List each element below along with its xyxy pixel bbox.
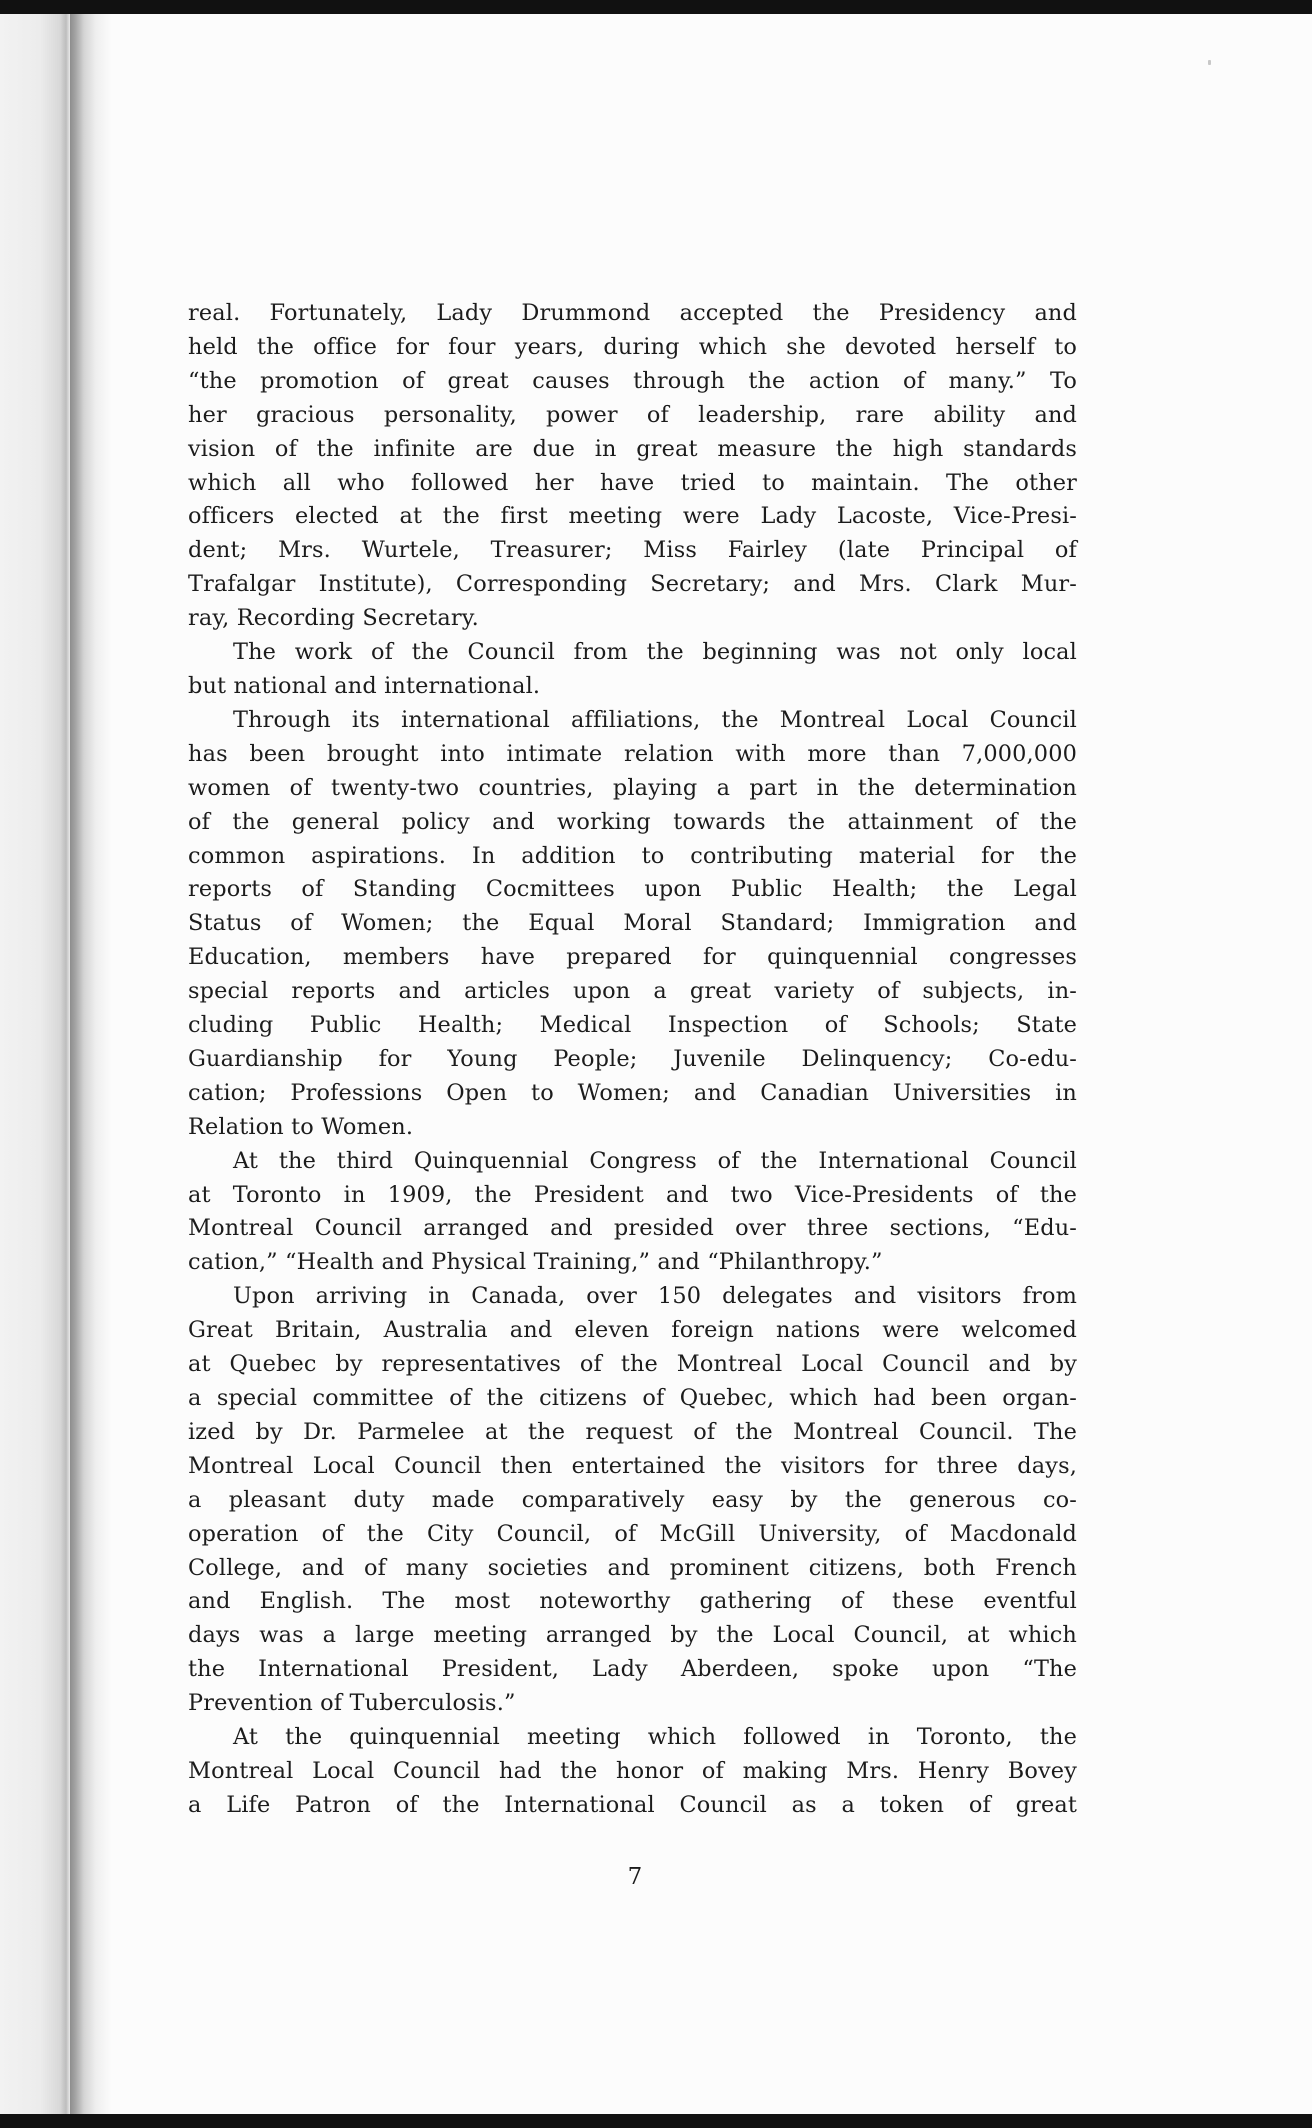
text-line: College, and of many societies and prominent citizens, both French: [188, 1554, 1077, 1581]
scan-frame-bottom: [0, 2114, 1312, 2128]
scan-frame-top: [0, 0, 1312, 14]
text-line: Relation to Women.: [188, 1113, 414, 1140]
text-line: Great Britain, Australia and eleven foreign nations were welcomed: [188, 1317, 1077, 1344]
text-line: cluding Public Health; Medical Inspection of Schools; State: [188, 1012, 1077, 1039]
text-line: women of twenty-two countries, playing a part in the determination: [188, 774, 1077, 801]
text-line: officers elected at the first meeting were Lady Lacoste, Vice-Presi-: [188, 503, 1077, 530]
text-line: At the quinquennial meeting which followed in Toronto, the: [233, 1724, 1077, 1751]
text-line: Status of Women; the Equal Moral Standard; Immigration and: [188, 910, 1077, 937]
text-line: a Life Patron of the International Council as a token of great: [188, 1791, 1077, 1818]
text-line: special reports and articles upon a great variety of subjects, in-: [188, 978, 1077, 1005]
binding-shadow: [70, 14, 112, 2114]
text-line: a pleasant duty made comparatively easy by the generous co-: [188, 1486, 1077, 1513]
text-line: held the office for four years, during which she devoted herself to: [188, 333, 1077, 360]
dust-speck: [1208, 60, 1211, 65]
text-line: cation; Professions Open to Women; and Canadian Universities in: [188, 1079, 1077, 1106]
text-line: Montreal Local Council then entertained the visitors for three days,: [188, 1452, 1077, 1479]
text-line: the International President, Lady Aberdeen, spoke upon “The: [188, 1656, 1077, 1683]
text-line: operation of the City Council, of McGill University, of Macdonald: [188, 1520, 1077, 1547]
text-line: Through its international affiliations, the Montreal Local Council: [233, 706, 1077, 733]
text-line: “the promotion of great causes through the action of many.” To: [188, 367, 1077, 394]
text-line: reports of Standing Cocmittees upon Public Health; the Legal: [188, 876, 1077, 903]
text-line: at Toronto in 1909, the President and two Vice-Presidents of the: [188, 1181, 1077, 1208]
text-line: Montreal Council arranged and presided over three sections, “Edu-: [188, 1215, 1077, 1242]
text-line: and English. The most noteworthy gathering of these eventful: [188, 1588, 1077, 1615]
text-line: days was a large meeting arranged by the Local Council, at which: [188, 1622, 1077, 1649]
page-number: 7: [627, 1864, 643, 1890]
text-line: but national and international.: [188, 672, 541, 699]
text-line: Upon arriving in Canada, over 150 delegates and visitors from: [233, 1283, 1077, 1310]
text-line: has been brought into intimate relation with more than 7,000,000: [188, 740, 1077, 767]
text-line: Montreal Local Council had the honor of making Mrs. Henry Bovey: [188, 1757, 1077, 1784]
text-line: Guardianship for Young People; Juvenile Delinquency; Co-edu-: [188, 1045, 1077, 1072]
text-line: of the general policy and working towards the attainment of the: [188, 808, 1077, 835]
facing-page-edge: [0, 0, 70, 2128]
body-text: [188, 297, 1077, 1823]
text-line: a special committee of the citizens of Quebec, which had been organ-: [188, 1385, 1077, 1411]
text-line: The work of the Council from the beginning was not only local: [233, 639, 1077, 666]
text-line: dent; Mrs. Wurtele, Treasurer; Miss Fairley (late Principal of: [188, 537, 1077, 564]
text-line: common aspirations. In addition to contributing material for the: [188, 842, 1077, 869]
text-line: which all who followed her have tried to maintain. The other: [188, 469, 1077, 496]
text-line: Trafalgar Institute), Corresponding Secretary; and Mrs. Clark Mur-: [188, 571, 1077, 598]
text-line: cation,” “Health and Physical Training,” and “Philanthropy.”: [188, 1249, 883, 1276]
text-line: her gracious personality, power of leadership, rare ability and: [188, 401, 1077, 428]
text-line: at Quebec by representatives of the Montreal Local Council and by: [188, 1351, 1077, 1378]
text-line: Prevention of Tuberculosis.”: [188, 1690, 516, 1717]
text-line: ized by Dr. Parmelee at the request of the Montreal Council. The: [188, 1418, 1077, 1445]
text-line: At the third Quinquennial Congress of the International Council: [233, 1147, 1077, 1174]
text-line: vision of the infinite are due in great measure the high standards: [188, 435, 1077, 462]
text-line: ray, Recording Secretary.: [188, 605, 479, 632]
text-line: Education, members have prepared for quinquennial congresses: [188, 944, 1077, 971]
text-line: real. Fortunately, Lady Drummond accepted the Presidency and: [188, 300, 1077, 326]
